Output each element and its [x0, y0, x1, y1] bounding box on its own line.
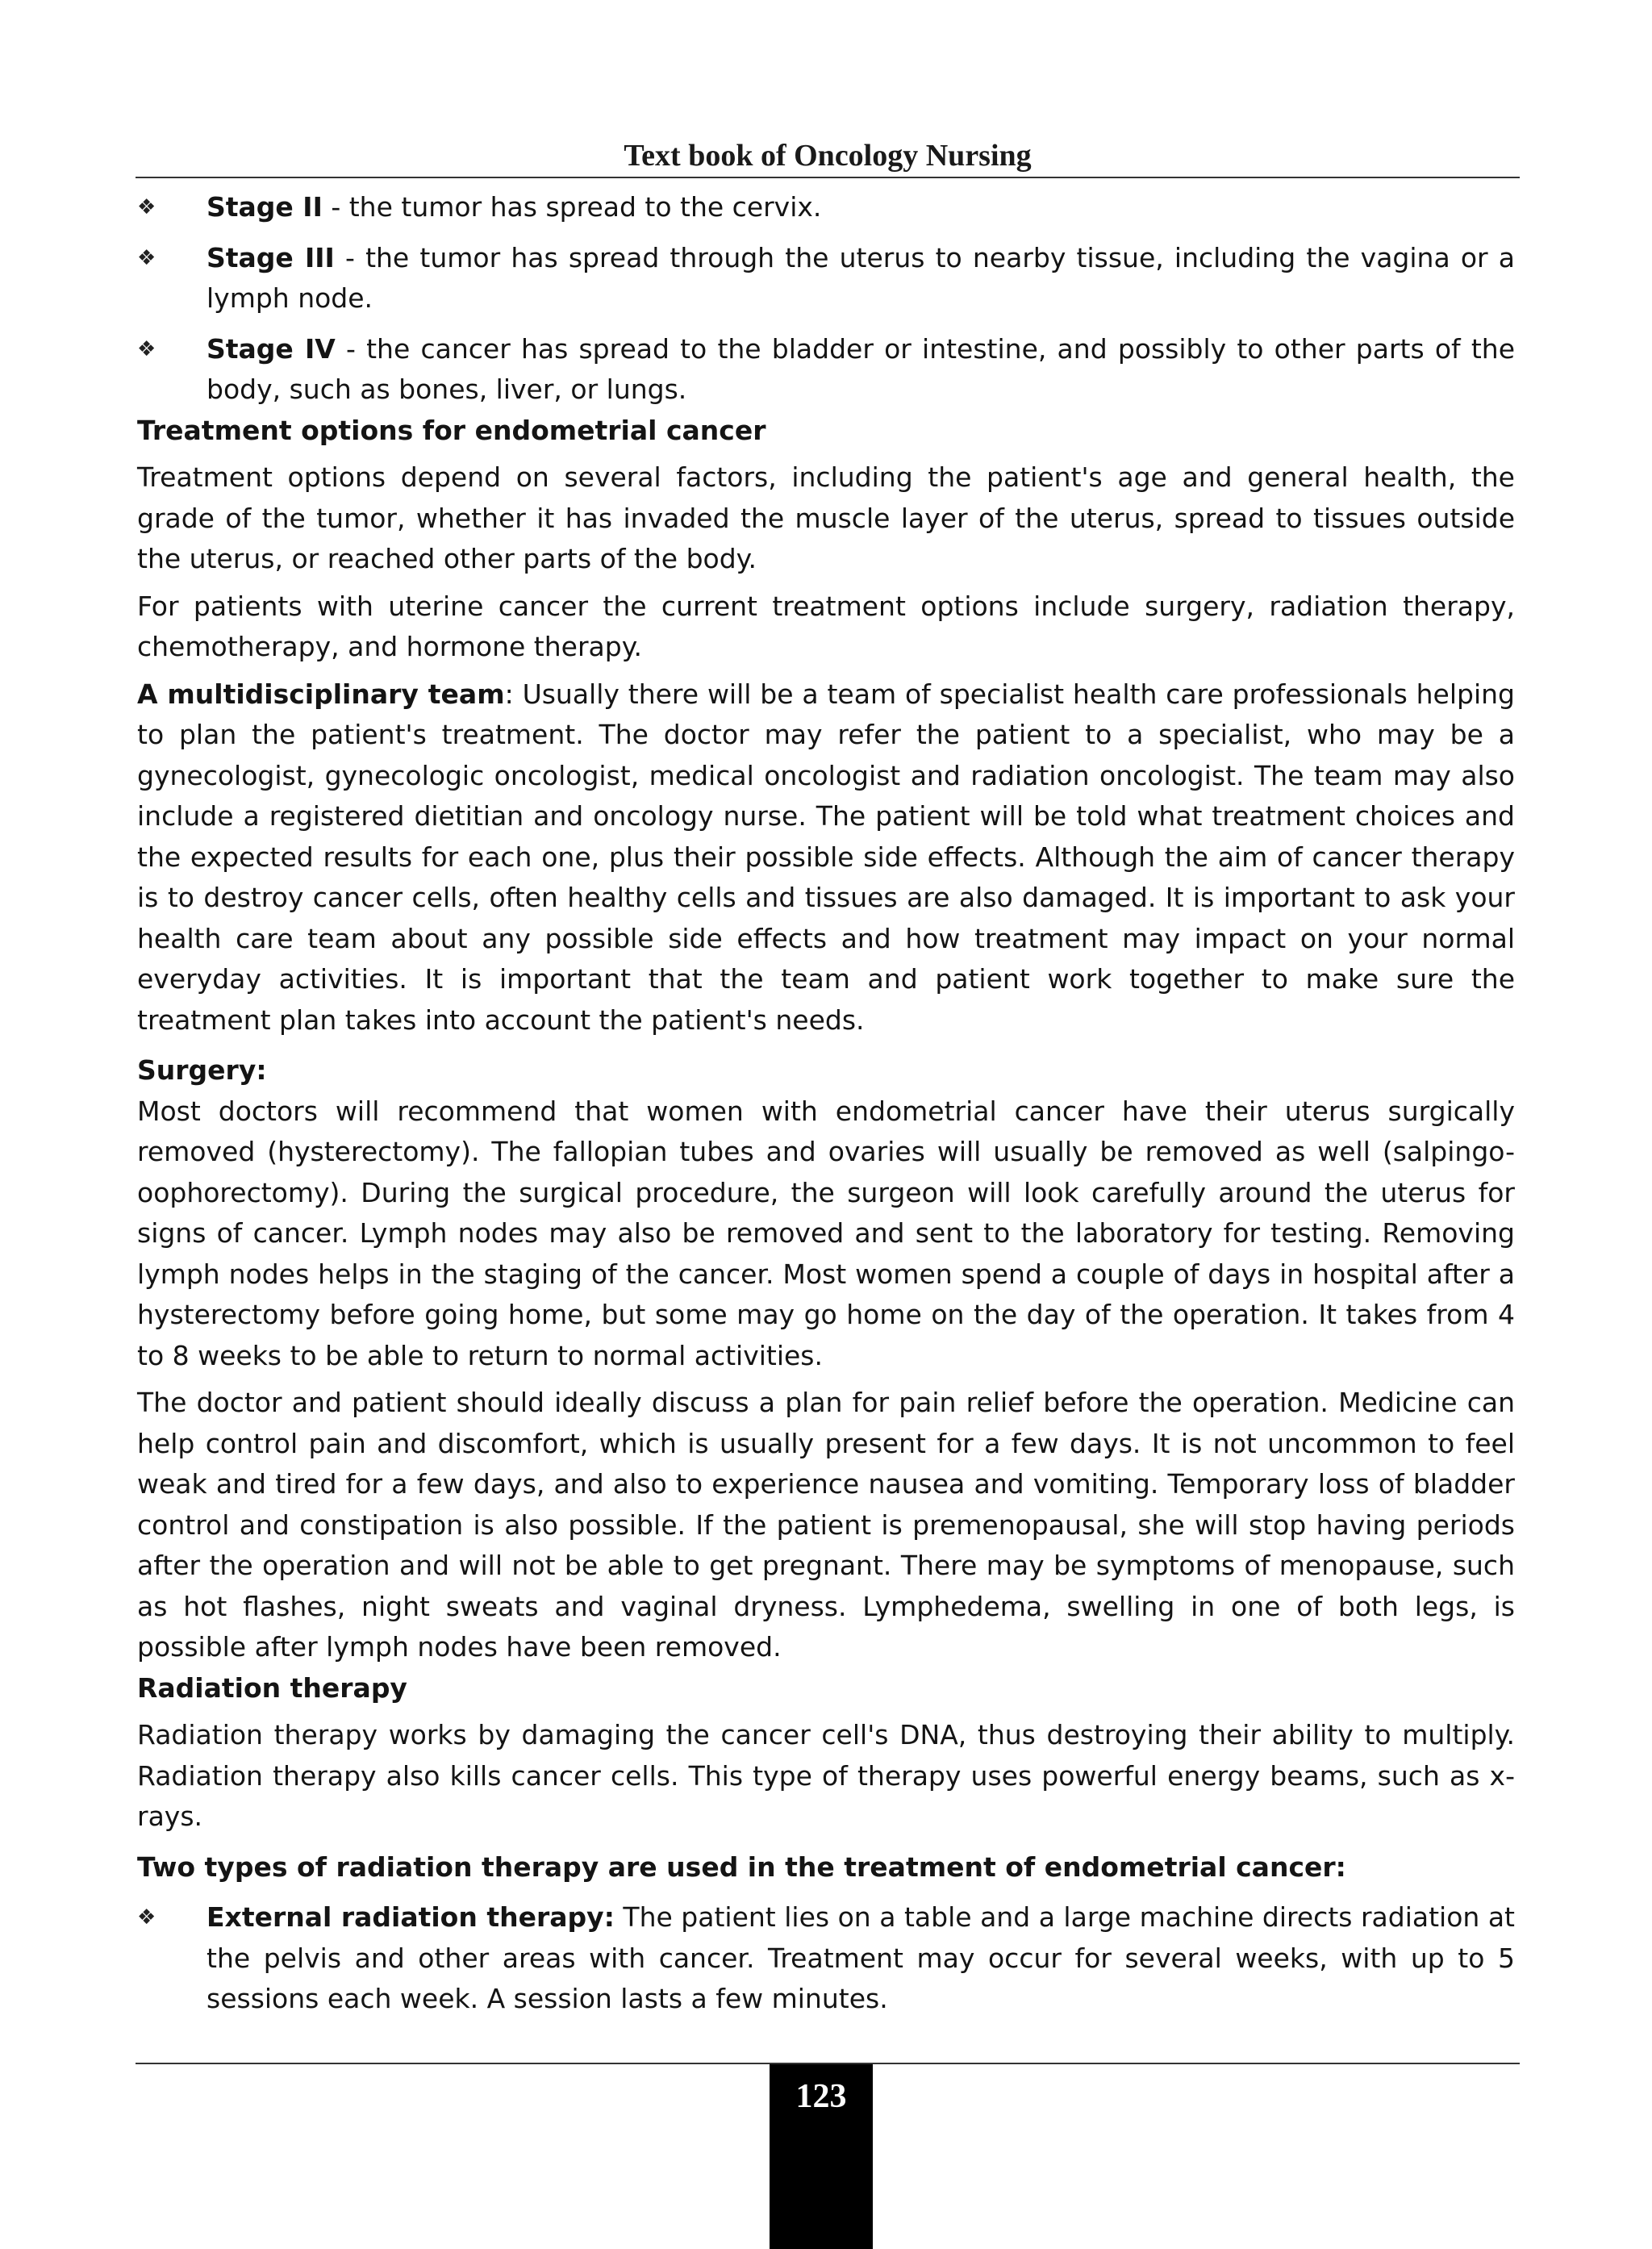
radiation-paragraph-1: Radiation therapy works by damaging the cancer cell's DNA, thus destroying their ability to multiply. Radiation therapy also kills cancer cells. This type of therapy uses powerful energy beams, such as x-rays.: [137, 1719, 1515, 1832]
stage-label: Stage II: [206, 191, 323, 223]
stage-text: - the cancer has spread to the bladder or intestine, and possibly to other parts of the body, such as bones, liver, or lungs.: [206, 332, 1515, 405]
external-radiation-bullet: [137, 1897, 1515, 2020]
treatment-heading: Treatment options for endometrial cancer: [137, 414, 766, 446]
surgery-paragraph-1: Most doctors will recommend that women with endometrial cancer have their uterus surgically removed (hysterectomy). The fallopian tubes and ovaries will usually be removed as well (salpingo-oophorectomy). During the surgical procedure, the surgeon will look carefully around the uterus for signs of cancer. Lymph nodes may also be removed and sent to the laboratory for testing. Removing lymph nodes helps in the staging of the cancer. Most women spend a couple of days in hospital after a hysterectomy before going home, but some may go home on the day of the operation. It takes from 4 to 8 weeks to be able to return to normal activities.: [137, 1095, 1515, 1371]
radiation-heading: Radiation therapy: [137, 1671, 407, 1704]
diamond-bullet-icon: ❖: [137, 195, 156, 219]
external-radiation-label: External radiation therapy:: [206, 1901, 615, 1933]
stage-iv-bullet: [137, 329, 1515, 411]
team-text: : Usually there will be a team of specialist health care professionals helping to plan the patient's treatment. The doctor may refer the patient to a specialist, who may be a gynecologist, gynecologic oncologist, medical oncologist and radiation oncologist. The team may also include a registered dietitian and oncology nurse. The patient will be told what treatment choices and the expected results for each one, plus their possible side effects. Although the aim of cancer therapy is to destroy cancer cells, often healthy cells and tissues are also damaged. It is important to ask your health care team about any possible side effects and how treatment may impact on your normal everyday activities. It is important that the team and patient work together to make sure the treatment plan takes into account the patient's needs.: [137, 678, 1515, 1036]
diamond-bullet-icon: ❖: [137, 336, 156, 361]
team-label: A multidisciplinary team: [137, 678, 505, 710]
treatment-paragraph-2: For patients with uterine cancer the current treatment options include surgery, radiation therapy, chemotherapy, and hormone therapy.: [137, 590, 1515, 662]
stage-label: Stage III: [206, 241, 335, 273]
stage-label: Stage IV: [206, 332, 336, 365]
diamond-bullet-icon: ❖: [137, 245, 156, 270]
page-number-box: [770, 2064, 873, 2249]
stage-text: - the tumor has spread to the cervix.: [322, 191, 822, 223]
page-body: [137, 187, 1515, 2020]
page-number: 123: [795, 2078, 847, 2115]
external-radiation-text: The patient lies on a table and a large machine directs radiation at the pelvis and other areas with cancer. Treatment may occur for several weeks, with up to 5 sessions each week. A session lasts a few minutes.: [206, 1901, 1515, 2014]
treatment-paragraph-1: Treatment options depend on several factors, including the patient's age and general health, the grade of the tumor, whether it has invaded the muscle layer of the uterus, spread to tissues outside the uterus, or reached other parts of the body.: [137, 461, 1515, 574]
stage-ii-bullet: [137, 187, 1515, 228]
team-paragraph: [137, 674, 1515, 1041]
stage-text: - the tumor has spread through the uterus to nearby tissue, including the vagina or a lymph node.: [206, 241, 1516, 314]
stage-iii-bullet: [137, 238, 1515, 319]
diamond-bullet-icon: ❖: [137, 1905, 156, 1930]
page-header-title: Text book of Oncology Nursing: [624, 139, 1032, 173]
surgery-heading: Surgery:: [137, 1054, 267, 1086]
radiation-types-heading: Two types of radiation therapy are used in the treatment of endometrial cancer:: [137, 1851, 1346, 1883]
header-divider: [136, 177, 1520, 178]
surgery-paragraph-2: The doctor and patient should ideally discuss a plan for pain relief before the operation. Medicine can help control pain and discomfort, which is usually present for a few days. It is not uncommon to feel weak and tired for a few days, and also to experience nausea and vomiting. Temporary loss of bladder control and constipation is also possible. If the patient is premenopausal, she will stop having periods after the operation and will not be able to get pregnant. There may be symptoms of menopause, such as hot flashes, night sweats and vaginal dryness. Lymphedema, swelling in one of both legs, is possible after lymph nodes have been removed.: [137, 1387, 1515, 1663]
